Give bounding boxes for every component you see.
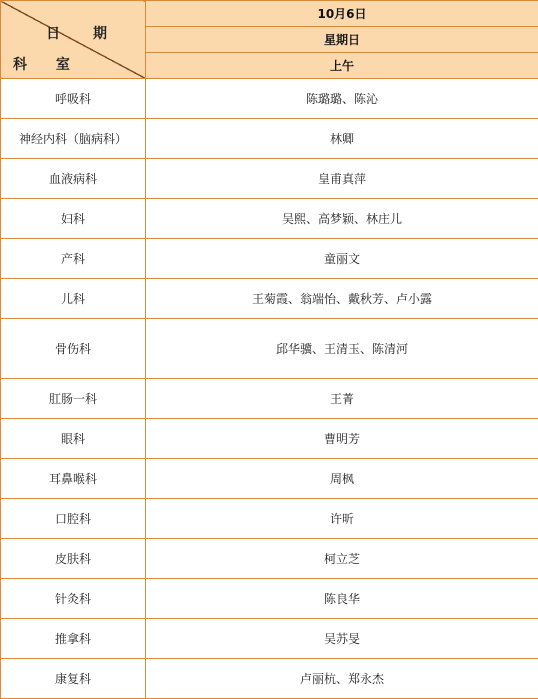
department-cell: 妇科 <box>1 199 146 239</box>
table-row <box>1 199 538 239</box>
doctors-cell: 林卿 <box>146 119 538 159</box>
date-header-label: 日 期 <box>46 26 121 42</box>
table-row <box>1 419 538 459</box>
table-row <box>1 539 538 579</box>
department-cell: 眼科 <box>1 419 146 459</box>
doctors-cell: 陈璐璐、陈沁 <box>146 79 538 119</box>
doctors-cell: 吴苏旻 <box>146 619 538 659</box>
table-row <box>1 279 538 319</box>
doctors-cell: 王菁 <box>146 379 538 419</box>
department-cell: 产科 <box>1 239 146 279</box>
doctors-cell: 陈良华 <box>146 579 538 619</box>
table-row <box>1 459 538 499</box>
department-cell: 口腔科 <box>1 499 146 539</box>
table-row <box>1 239 538 279</box>
table-row <box>1 319 538 379</box>
doctors-cell: 许昕 <box>146 499 538 539</box>
doctors-cell: 柯立芝 <box>146 539 538 579</box>
department-cell: 康复科 <box>1 659 146 699</box>
header-diagonal-cell <box>1 1 146 79</box>
doctors-cell: 曹明芳 <box>146 419 538 459</box>
doctors-cell: 皇甫真萍 <box>146 159 538 199</box>
doctors-cell: 童丽文 <box>146 239 538 279</box>
department-cell: 骨伤科 <box>1 319 146 379</box>
weekday-cell: 星期日 <box>146 27 538 53</box>
department-cell: 血液病科 <box>1 159 146 199</box>
date-cell: 10月6日 <box>146 1 538 27</box>
department-cell: 针灸科 <box>1 579 146 619</box>
table-row <box>1 659 538 699</box>
doctors-cell: 卢丽杭、郑永杰 <box>146 659 538 699</box>
department-cell: 神经内科（脑病科） <box>1 119 146 159</box>
department-cell: 耳鼻喉科 <box>1 459 146 499</box>
department-cell: 肛肠一科 <box>1 379 146 419</box>
doctors-cell: 吴熙、高梦颖、林庄儿 <box>146 199 538 239</box>
doctors-cell: 邱华骥、王清玉、陈清河 <box>146 319 538 379</box>
table-row <box>1 579 538 619</box>
department-cell: 推拿科 <box>1 619 146 659</box>
table-row <box>1 79 538 119</box>
table-row <box>1 119 538 159</box>
table-row <box>1 379 538 419</box>
session-cell: 上午 <box>146 53 538 79</box>
table-row <box>1 499 538 539</box>
doctors-cell: 王菊霞、翁端怡、戴秋芳、卢小露 <box>146 279 538 319</box>
department-cell: 皮肤科 <box>1 539 146 579</box>
table-row <box>1 159 538 199</box>
department-cell: 呼吸科 <box>1 79 146 119</box>
department-cell: 儿科 <box>1 279 146 319</box>
department-header-label: 科 室 <box>13 57 82 73</box>
doctors-cell: 周枫 <box>146 459 538 499</box>
table-row <box>1 619 538 659</box>
